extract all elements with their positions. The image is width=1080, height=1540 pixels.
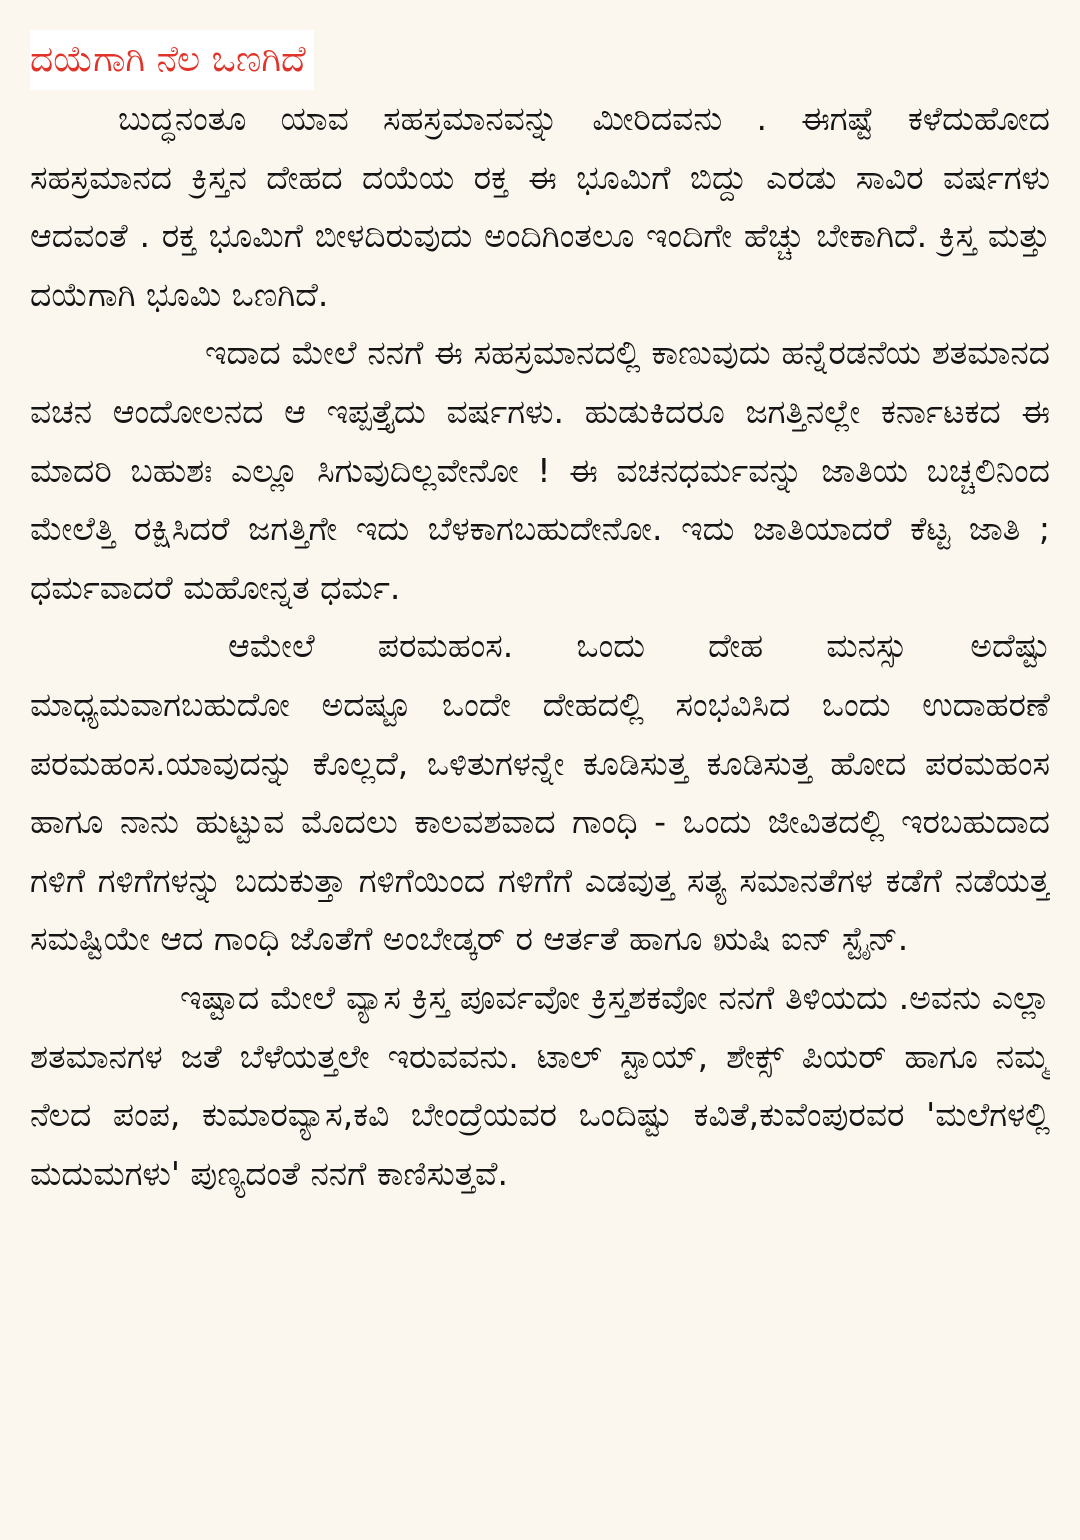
paragraph-4: ಇಷ್ಟಾದ ಮೇಲೆ ವ್ಯಾಸ ಕ್ರಿಸ್ತ ಪೂರ್ವವೋ ಕ್ರಿಸ್ತಶಕವೋ ನನಗೆ ತಿಳಿಯದು .ಅವನು ಎಲ್ಲಾ ಶತಮಾನಗಳ ಜತೆ ಬೆಳೆಯತ್ತಲೇ ಇರುವವನು. ಟಾಲ್ ಸ್ಟಾಯ್, ಶೇಕ್ಸ್ ಪಿಯರ್ ಹಾಗೂ ನಮ್ಮ ನೆಲದ ಪಂಪ, ಕುಮಾರವ್ಯಾಸ,ಕವಿ ಬೇಂದ್ರೆಯವರ ಒಂದಿಷ್ಟು ಕವಿತೆ,ಕುವೆಂಪುರವರ 'ಮಲೆಗಳಲ್ಲಿ ಮದುಮಗಳು' ಪುಣ್ಯದಂತೆ ನನಗೆ ಕಾಣಿಸುತ್ತವೆ. (30, 977, 1050, 1193)
paragraph-2: ಇದಾದ ಮೇಲೆ ನನಗೆ ಈ ಸಹಸ್ರಮಾನದಲ್ಲಿ ಕಾಣುವುದು ಹನ್ನೆರಡನೆಯ ಶತಮಾನದ ವಚನ ಆಂದೋಲನದ ಆ ಇಪ್ಪತ್ತೈದು ವರ್ಷಗಳು. ಹುಡುಕಿದರೂ ಜಗತ್ತಿನಲ್ಲೇ ಕರ್ನಾಟಕದ ಈ ಮಾದರಿ ಬಹುಶಃ ಎಲ್ಲೂ ಸಿಗುವುದಿಲ್ಲವೇನೋ ! ಈ ವಚನಧರ್ಮವನ್ನು ಜಾತಿಯ ಬಚ್ಚಲಿನಿಂದ ಮೇಲೆತ್ತಿ ರಕ್ಷಿಸಿದರೆ ಜಗತ್ತಿಗೇ ಇದು ಬೆಳಕಾಗಬಹುದೇನೋ. ಇದು ಜಾತಿಯಾದರೆ ಕೆಟ್ಟ ಜಾತಿ ; ಧರ್ಮವಾದರೆ ಮಹೋನ್ನತ ಧರ್ಮ. (30, 333, 1050, 607)
paragraph-1: ಬುದ್ಧನಂತೂ ಯಾವ ಸಹಸ್ರಮಾನವನ್ನು ಮೀರಿದವನು . ಈಗಷ್ಟೆ ಕಳೆದುಹೋದ ಸಹಸ್ರಮಾನದ ಕ್ರಿಸ್ತನ ದೇಹದ ದಯೆಯ ರಕ್ತ ಈ ಭೂಮಿಗೆ ಬಿದ್ದು ಎರಡು ಸಾವಿರ ವರ್ಷಗಳು ಆದವಂತೆ . ರಕ್ತ ಭೂಮಿಗೆ ಬೀಳದಿರುವುದು ಅಂದಿಗಿಂತಲೂ ಇಂದಿಗೇ ಹೆಚ್ಚು ಬೇಕಾಗಿದೆ. ಕ್ರಿಸ್ತ ಮತ್ತು ದಯೆಗಾಗಿ ಭೂಮಿ ಒಣಗಿದೆ. (30, 99, 1050, 314)
article-title: ದಯೆಗಾಗಿ ನೆಲ ಒಣಗಿದೆ (30, 30, 314, 90)
paragraph-3: ಆಮೇಲೆ ಪರಮಹಂಸ. ಒಂದು ದೇಹ ಮನಸ್ಸು ಅದೆಷ್ಟು ಮಾಧ್ಯಮವಾಗಬಹುದೋ ಅದಷ್ಟೂ ಒಂದೇ ದೇಹದಲ್ಲಿ ಸಂಭವಿಸಿದ ಒಂದು ಉದಾಹರಣೆ ಪರಮಹಂಸ.ಯಾವುದನ್ನು ಕೊಲ್ಲದೆ, ಒಳಿತುಗಳನ್ನೇ ಕೂಡಿಸುತ್ತ ಕೂಡಿಸುತ್ತ ಹೋದ ಪರಮಹಂಸ ಹಾಗೂ ನಾನು ಹುಟ್ಟುವ ಮೊದಲು ಕಾಲವಶವಾದ ಗಾಂಧಿ - ಒಂದು ಜೀವಿತದಲ್ಲಿ ಇರಬಹುದಾದ ಗಳಿಗೆ ಗಳಿಗೆಗಳನ್ನು ಬದುಕುತ್ತಾ ಗಳಿಗೆಯಿಂದ ಗಳಿಗೆಗೆ ಎಡವುತ್ತ ಸತ್ಯ ಸಮಾನತೆಗಳ ಕಡೆಗೆ ನಡೆಯತ್ತ ಸಮಷ್ಟಿಯೇ ಆದ ಗಾಂಧಿ ಜೊತೆಗೆ ಅಂಬೇಡ್ಕರ್ ರ ಆರ್ತತೆ ಹಾಗೂ ಋಷಿ ಐನ್ ಸ್ಟೈನ್. (30, 626, 1050, 959)
article (30, 30, 1050, 1520)
